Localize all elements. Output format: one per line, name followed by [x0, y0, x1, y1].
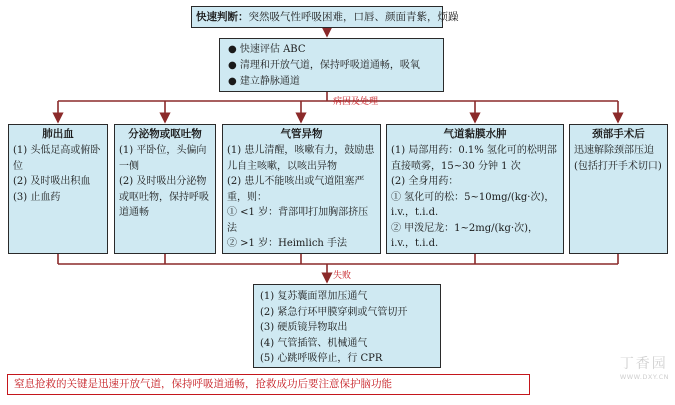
failure-label: 失败: [333, 271, 352, 281]
watermark-logo: [620, 353, 669, 381]
initial-action-item: ● 快速评估 ABC: [228, 44, 306, 55]
cause-title: 颈部手术后: [592, 128, 645, 140]
watermark-url: WWW.DXY.CN: [619, 373, 669, 381]
cause-box-secretions: [114, 124, 216, 254]
cause-line: (2) 及时吸出分泌物或呕吐物，保持呼吸道通畅: [119, 176, 209, 218]
cause-line: ② >1 岁：Heimlich 手法: [227, 238, 348, 249]
cause-line: (2) 患儿不能咳出或气道阻塞严重，则：: [227, 176, 365, 203]
cause-line: ② 甲泼尼龙：1~2mg/(kg·次)，i.v.，t.i.d.: [391, 222, 538, 249]
quick-judgment-label: 快速判断：: [196, 11, 249, 23]
failure-item: (3) 硬质镜异物取出: [260, 322, 348, 333]
initial-action-item: ● 清理和开放气道，保持呼吸道通畅，吸氧: [228, 60, 420, 71]
failure-item: (4) 气管插管、机械通气: [260, 337, 368, 349]
cause-line: (3) 止血药: [13, 191, 61, 203]
cause-line: (1) 头低足高或俯卧位: [13, 145, 101, 172]
key-point-footer: 窒息抢救的关键是迅速开放气道，保持呼吸道通畅，抢救成功后要注意保护脑功能: [7, 374, 530, 395]
cause-line: (1) 局部用药：0.1% 氢化可的松明部直接喷雾，15~30 分钟 1 次: [391, 145, 557, 172]
cause-box-mucosal-edema: [386, 124, 564, 254]
cause-box-foreign-body: [222, 124, 381, 254]
cause-title: 气管异物: [280, 128, 323, 140]
failure-item: (5) 心跳呼吸停止，行 CPR: [260, 353, 383, 364]
cause-line: ① <1 岁：背部叩打加胸部挤压法: [227, 207, 369, 234]
cause-line: (2) 及时吸出积血: [13, 176, 91, 187]
branch-label: 病因及处理: [333, 97, 379, 107]
failure-item: (2) 紧急行环甲膜穿刺或气管切开: [260, 306, 408, 318]
quick-judgment-text: 突然吸气性呼吸困难，口唇、颜面青紫，烦躁: [248, 11, 459, 23]
cause-box-neck-surgery: [569, 124, 668, 254]
cause-line: (2) 全身用药：: [391, 176, 459, 187]
cause-title: 气道黏膜水肿: [443, 128, 507, 140]
watermark-name: 丁香园: [619, 356, 668, 372]
initial-actions-box: [219, 38, 444, 92]
failure-item: (1) 复苏囊面罩加压通气: [260, 291, 368, 302]
cause-title: 分泌物或呕吐物: [128, 128, 202, 140]
cause-line: ① 氢化可的松：5~10mg/(kg·次)，i.v.，t.i.d.: [391, 191, 555, 218]
quick-judgment-box: [191, 6, 459, 28]
cause-title: 肺出血: [42, 128, 74, 140]
cause-line: (1) 平卧位，头偏向一侧: [119, 145, 207, 172]
initial-action-item: ● 建立静脉通道: [228, 76, 300, 87]
cause-line: 迅速解除颈部压迫(包括打开手术切口): [574, 145, 662, 172]
failure-actions-box: [253, 284, 441, 368]
cause-line: (1) 患儿清醒，咳嗽有力，鼓励患儿自主咳嗽，以咳出异物: [227, 145, 375, 172]
cause-box-pulmonary-hemorrhage: [8, 124, 108, 254]
